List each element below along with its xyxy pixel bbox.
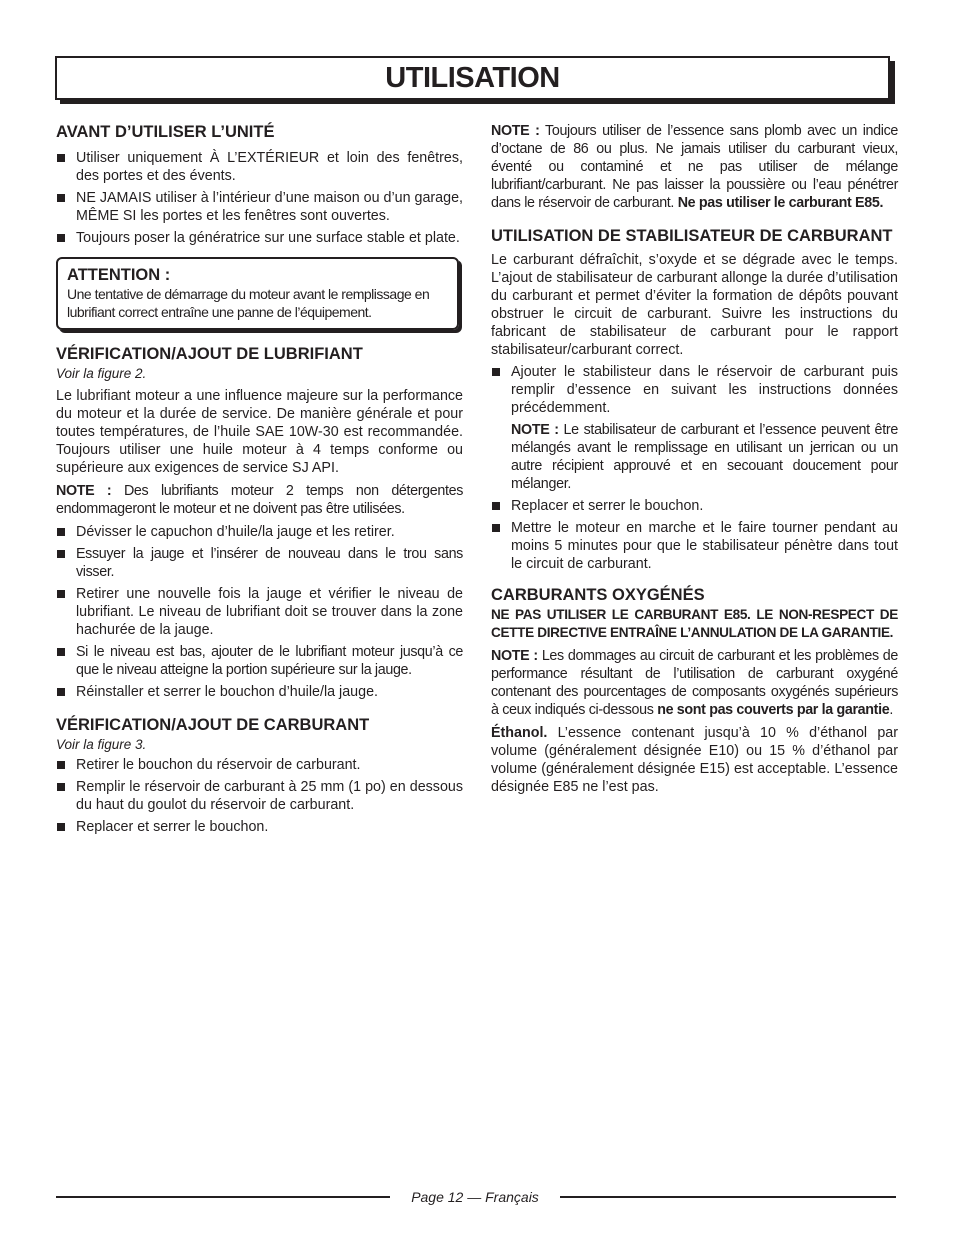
footer-rule-left	[56, 1196, 390, 1198]
list-item: Retirer le bouchon du réservoir de carburant.	[56, 756, 463, 774]
list-item: Utiliser uniquement À L’EXTÉRIEUR et loin des fenêtres, des portes et des évents.	[56, 149, 463, 185]
footer-rule-right	[560, 1196, 896, 1198]
attention-box	[56, 257, 459, 330]
section-heading-oxygenes: CARBURANTS OXYGÉNÉS	[491, 586, 705, 604]
list-item: Ajouter le stabilisteur dans le réservoir de carburant puis remplir d’essence en suivant les instructions données précédemment.	[491, 363, 898, 417]
square-bullet-icon	[57, 783, 65, 791]
attention-title: ATTENTION :	[67, 266, 171, 284]
page-footer: Page 12 — Français	[411, 1189, 539, 1205]
list-item: Toujours poser la génératrice sur une surface stable et plate.	[56, 229, 463, 247]
page-title: UTILISATION	[385, 61, 560, 94]
square-bullet-icon	[492, 502, 500, 510]
note-essence: NOTE : Toujours utiliser de l’essence sans plomb avec un indice d’octane de 86 ou plus. Ne jamais utiliser du carburant vieux, éventé ou contaminé et ne pas utiliser de mélange lubrifiant/carburant. Ne pas laisser la poussière ou l’eau pénétrer dans le réservoir de carburant. Ne pas utiliser le carburant E85.	[491, 123, 898, 211]
square-bullet-icon	[57, 234, 65, 242]
list-item: NE JAMAIS utiliser à l’intérieur d’une maison ou d’un garage, MÊME SI les portes et les fenêtres sont ouvertes.	[56, 189, 463, 225]
square-bullet-icon	[57, 154, 65, 162]
square-bullet-icon	[57, 528, 65, 536]
note-lubrifiant: NOTE : Des lubrifiants moteur 2 temps non détergentes endommageront le moteur et ne doivent pas être utilisées.	[56, 483, 463, 517]
paragraph-stabilisateur: Le carburant défraîchit, s’oxyde et se dégrade avec le temps. L’ajout de stabilisateur de carburant allonge la durée d’utilisation du carburant et permet d’éviter la formation de dépôts pouvant obstruer le circuit de carburant. Suivre les instructions du fabricant de stabilisateur de carburant pour le rapport stabilisateur/carburant correct.	[491, 252, 898, 358]
list-item: Mettre le moteur en marche et le faire tourner pendant au moins 5 minutes pour que le stabilisateur pénètre dans tout le circuit de carburant.	[491, 519, 898, 573]
section-heading-stabilisateur: UTILISATION DE STABILISATEUR DE CARBURANT	[491, 227, 893, 245]
bullet-list-stabilisateur	[491, 363, 898, 417]
list-item: Dévisser le capuchon d’huile/la jauge et les retirer.	[56, 523, 463, 541]
title-banner	[55, 56, 890, 100]
bullet-list-lubrifiant	[56, 523, 463, 701]
warning-e85: NE PAS UTILISER LE CARBURANT E85. LE NON-RESPECT DE CETTE DIRECTIVE ENTRAÎNE L’ANNULATION DE LA GARANTIE.	[491, 607, 898, 640]
bullet-list-avant	[56, 149, 463, 247]
square-bullet-icon	[57, 590, 65, 598]
square-bullet-icon	[57, 688, 65, 696]
square-bullet-icon	[57, 648, 65, 656]
list-item: Si le niveau est bas, ajouter de le lubrifiant moteur jusqu’à ce que le niveau atteigne la portion supérieure sur la jauge.	[56, 643, 463, 679]
square-bullet-icon	[492, 368, 500, 376]
paragraph-lubrifiant: Le lubrifiant moteur a une influence majeure sur la performance du moteur et la durée de service. De manière générale et pour toutes températures, de l’huile SAE 10W-30 est recommandée. Toujours utiliser une huile moteur à 4 temps conforme ou supérieure aux exigences de service SJ API.	[56, 388, 463, 476]
section-heading-carburant: VÉRIFICATION/AJOUT DE CARBURANT	[56, 716, 370, 734]
square-bullet-icon	[492, 524, 500, 532]
square-bullet-icon	[57, 823, 65, 831]
square-bullet-icon	[57, 761, 65, 769]
paragraph-ethanol: Éthanol. L’essence contenant jusqu’à 10 % d’éthanol par volume (généralement désignée E10) ou 15 % d’éthanol par volume (généralement désignée E15) est acceptable. L’essence désignée E85 ne l’est pas.	[491, 725, 898, 795]
square-bullet-icon	[57, 194, 65, 202]
bullet-list-carburant	[56, 756, 463, 836]
list-item: Essuyer la jauge et l’insérer de nouveau dans le trou sans visser.	[56, 545, 463, 581]
list-item: Replacer et serrer le bouchon.	[56, 818, 463, 836]
left-column	[56, 122, 463, 840]
right-column	[491, 122, 898, 796]
list-item: Remplir le réservoir de carburant à 25 mm (1 po) en dessous du haut du goulot du réservoir de carburant.	[56, 778, 463, 814]
section-heading-avant: AVANT D’UTILISER L’UNITÉ	[56, 123, 275, 141]
figure-reference: Voir la figure 2.	[56, 366, 147, 381]
square-bullet-icon	[57, 550, 65, 558]
figure-reference: Voir la figure 3.	[56, 737, 147, 752]
section-heading-lubrifiant: VÉRIFICATION/AJOUT DE LUBRIFIANT	[56, 345, 363, 363]
bullet-list-stabilisateur-2	[491, 497, 898, 573]
note-stabilisateur: NOTE : Le stabilisateur de carburant et l’essence peuvent être mélangés avant le remplissage en utilisant un jerrican ou un autre récipient approuvé et en secouant doucement pour mélanger.	[511, 422, 898, 492]
note-oxygenes: NOTE : Les dommages au circuit de carburant et les problèmes de performance résultant de l’utilisation de carburant oxygéné contenant des pourcentages de composants oxygénés supérieurs à ceux indiqués ci-dessous ne sont pas couverts par la garantie.	[491, 648, 898, 718]
list-item: Replacer et serrer le bouchon.	[491, 497, 898, 515]
list-item: Réinstaller et serrer le bouchon d’huile/la jauge.	[56, 683, 463, 701]
list-item: Retirer une nouvelle fois la jauge et vérifier le niveau de lubrifiant. Le niveau de lubrifiant doit se trouver dans la zone hachurée de la jauge.	[56, 585, 463, 639]
attention-body: Une tentative de démarrage du moteur avant le remplissage en lubrifiant correct entraîne une panne de l’équipement.	[67, 286, 430, 320]
